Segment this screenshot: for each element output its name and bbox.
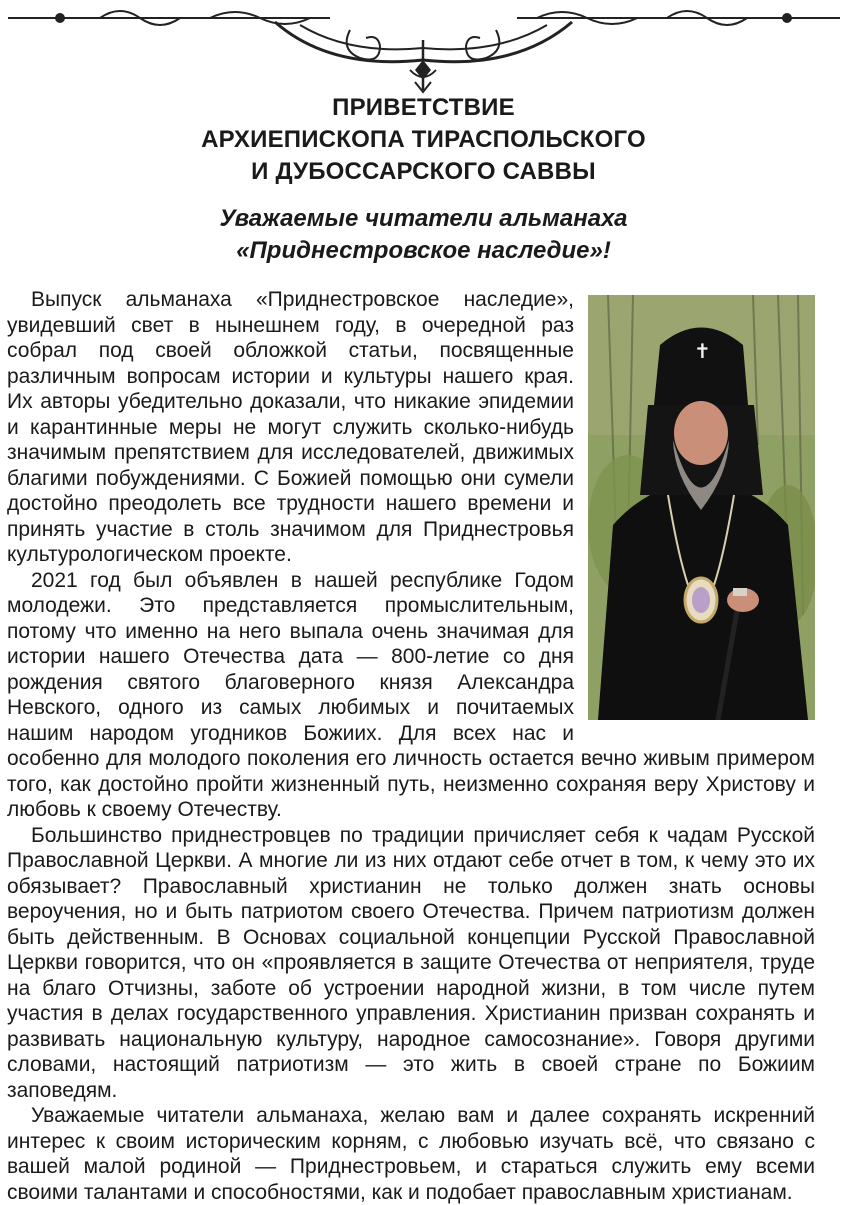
greeting-line: Уважаемые читатели альманаха — [219, 205, 628, 232]
paragraph: Выпуск альманаха «Приднестровское наследие», увидевший свет в нынешнем году, в очередной раз собрал под своей обложкой статьи, посвященные различным вопросам истории и культуры нашего края. Их авторы убедительно доказали, что никакие эпидемии и карантинные меры не могут служить сколько-нибудь значимым препятствием для исследователей, движимых благими побуждениями. С Божией помощью они сумели достойно преодолеть все трудности нашего времени и принять участие в столь значимом для Приднестровья культурологическом проекте. — [7, 288, 574, 566]
paragraph: Уважаемые читатели альманаха, желаю вам и далее сохранять искренний интерес к своим историческим корням, с любовью изучать всё, что связано с вашей малой родиной — Приднестровьем, и стараться служить ему всеми своими талантами и способностями, как и подобает православным христианам. — [7, 1104, 815, 1204]
article-title — [0, 92, 847, 188]
svg-text:✝: ✝ — [694, 339, 711, 363]
article-body — [7, 287, 815, 1205]
archbishop-photo — [588, 295, 815, 720]
title-line: ПРИВЕТСТВИЕ — [332, 94, 515, 121]
greeting-heading — [0, 203, 847, 267]
title-line: АРХИЕПИСКОПА ТИРАСПОЛЬСКОГО — [201, 126, 646, 153]
paragraph: 2021 год был объявлен в нашей республике Годом молодежи. Это представляется промыслительным, потому что именно на него выпала очень значимая для истории нашего Отечества дата — 800-летие со дня рождения святого благоверного князя Александра Невского, одного из самых любимых и почитаемых нашим народом угодников Божиих. Для всех нас и особенно для молодого поколения его личность остается вечно живым примером того, как достойно пройти жизненный путь, неизменно сохраняя веру Христову и любовь к своему Отечеству. — [7, 568, 815, 821]
ornament-header — [0, 0, 847, 95]
paragraph: Большинство приднестровцев по традиции причисляет себя к чадам Русской Православной Церкви. А многие ли из них отдают себе отчет в том, к чему это их обязывает? Православный христианин не только должен знать основы вероучения, но и быть патриотом своего Отечества. Причем патриотизм должен быть действенным. В Основах социальной концепции Русской Православной Церкви говорится, что он «проявляется в защите Отечества от неприятеля, труде на благо Отчизны, заботе об устроении народной жизни, в том числе путем участия в делах государственного управления. Христианин призван сохранять и развивать национальную культуру, народное самосознание». Говоря другими словами, настоящий патриотизм — это жить в своей стране по Божиим заповедям. — [7, 823, 815, 1102]
title-line: И ДУБОССАРСКОГО САВВЫ — [251, 158, 596, 185]
greeting-line: «Приднестровское наследие»! — [236, 237, 611, 264]
